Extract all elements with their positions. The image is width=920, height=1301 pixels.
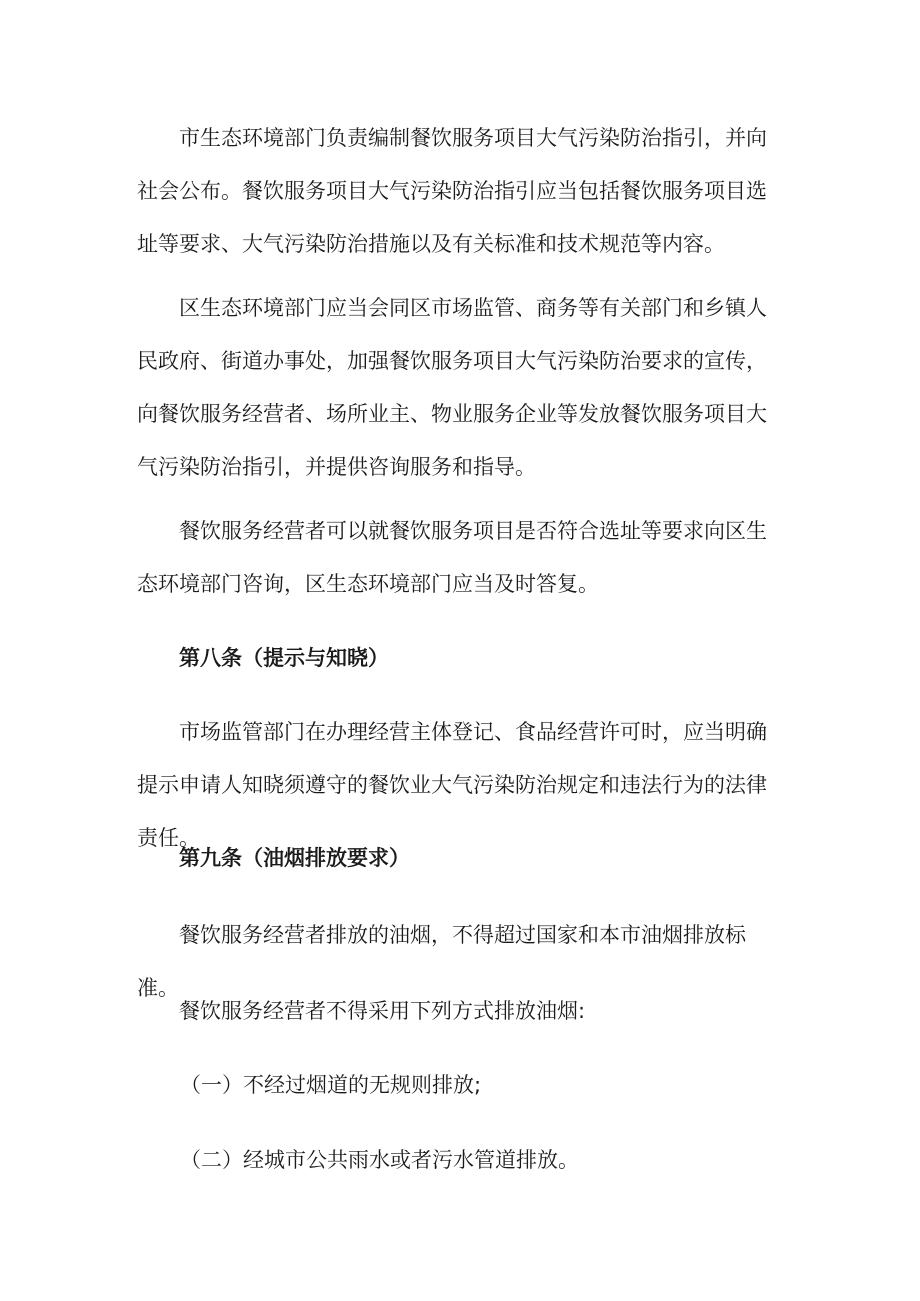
paragraph-site-consultation: 餐饮服务经营者可以就餐饮服务项目是否符合选址等要求向区生态环境部门咨询，区生态环境部门应当及时答复。: [137, 519, 767, 596]
article-9-heading: 第九条（油烟排放要求）: [179, 846, 410, 870]
paragraph-guideline-compilation: 市生态环境部门负责编制餐饮服务项目大气污染防治指引，并向社会公布。餐饮服务项目大气污染防治指引应当包括餐饮服务项目选址等要求、大气污染防治措施以及有关标准和技术规范等内容。: [137, 126, 767, 256]
paragraph-registration-notice: 市场监管部门在办理经营主体登记、食品经营许可时，应当明确提示申请人知晓须遵守的餐饮业大气污染防治规定和违法行为的法律责任。: [137, 720, 767, 850]
article-8-heading: 第八条（提示与知晓）: [179, 646, 389, 670]
list-item-no-flue: （一）不经过烟道的无规则排放;: [180, 1073, 482, 1097]
paragraph-district-promotion: 区生态环境部门应当会同区市场监管、商务等有关部门和乡镇人民政府、街道办事处，加强餐饮服务项目大气污染防治要求的宣传，向餐饮服务经营者、场所业主、物业服务企业等发放餐饮服务项目大气污染防治指引，并提供咨询服务和指导。: [137, 296, 767, 479]
paragraph-prohibited-methods: 餐饮服务经营者不得采用下列方式排放油烟:: [179, 999, 586, 1023]
paragraph-emission-standard: 餐饮服务经营者排放的油烟，不得超过国家和本市油烟排放标准。: [137, 923, 746, 1000]
list-item-sewer-discharge: （二）经城市公共雨水或者污水管道排放。: [180, 1148, 579, 1172]
